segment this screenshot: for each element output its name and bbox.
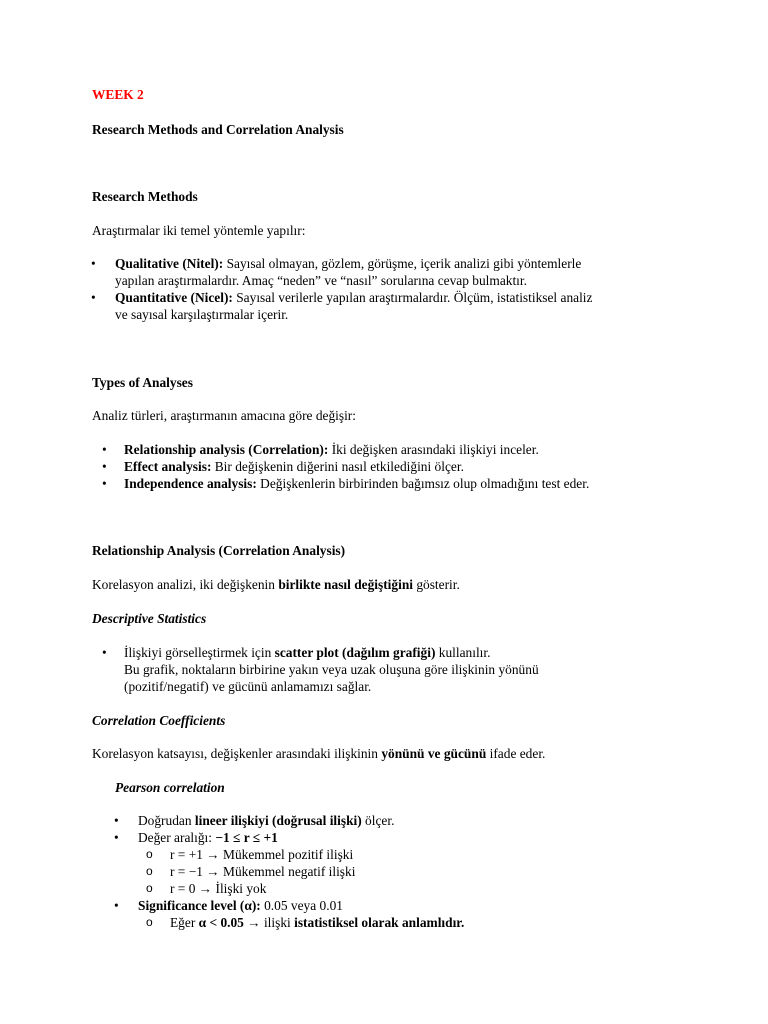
text-run: ölçer. [361,813,395,828]
text-run: Korelasyon analizi, iki değişkenin [92,577,279,592]
text-run-bold: α < 0.05 [198,915,244,930]
text-run: ifade eder. [486,746,546,761]
bullet-icon: • [91,256,96,271]
text-run: kullanılır. [435,645,491,660]
list-item-text: Değişkenlerin birbirinden bağımsız olup olmadığını test eder. [256,476,590,491]
circle-bullet-icon: o [146,881,153,895]
list-item-text: Sayısal olmayan, gözlem, görüşme, içerik analizi gibi yöntemlerle [223,256,582,271]
bullet-icon: • [102,476,107,491]
significance-sublist [146,914,690,931]
pearson-list [114,812,678,846]
analysis-types-list [102,441,684,492]
section-heading-types-of-analyses: Types of Analyses [92,375,193,390]
circle-bullet-icon: o [146,915,153,929]
pearson-range-sublist [146,846,670,897]
list-item [114,897,678,914]
section-intro-research-methods: Araştırmalar iki temel yöntemle yapılır: [92,223,306,238]
text-run-bold: Significance level (α): [138,898,261,913]
sublist-item [146,863,670,880]
bullet-icon: • [114,898,119,913]
subheading-correlation-coefficients: Correlation Coefficients [92,713,226,728]
text-run: Eğer [170,915,199,930]
bullet-icon: • [102,645,107,660]
list-item-text: Sayısal verilerle yapılan araştırmalardır. Ölçüm, istatistiksel analiz [232,290,593,305]
list-item-text: İki değişken arasındaki ilişkiyi inceler. [328,442,539,457]
list-item-term: Quantitative (Nicel): [115,290,233,305]
document-title: Research Methods and Correlation Analysis [92,122,344,137]
text-run-bold: scatter plot (dağılım grafiği) [274,645,436,660]
bullet-icon: • [114,813,119,828]
significance-list [114,897,678,914]
subheading-pearson-correlation: Pearson correlation [115,780,225,795]
list-item [102,475,684,492]
paragraph-correlation-coefficients [92,745,692,762]
week-label: WEEK 2 [92,87,144,102]
list-item-term: Relationship analysis (Correlation): [124,442,329,457]
text-run-bold: birlikte nasıl değiştiğini [278,577,413,592]
text-run: r = −1 → Mükemmel negatif ilişki [170,864,356,879]
sublist-item [146,846,670,863]
text-run: Değer aralığı: [138,830,216,845]
list-item-term: Effect analysis: [124,459,212,474]
sublist-item [146,914,690,931]
text-run: Doğrudan [138,813,195,828]
text-run: Korelasyon katsayısı, değişkenler arasındaki ilişkinin [92,746,382,761]
text-run: (pozitif/negatif) ve gücünü anlamamızı sağlar. [124,679,372,694]
descriptive-stats-list [102,644,684,695]
list-item-term: Independence analysis: [124,476,257,491]
sublist-item [146,880,670,897]
section-intro-types-of-analyses: Analiz türleri, araştırmanın amacına göre değişir: [92,408,356,423]
circle-bullet-icon: o [146,847,153,861]
research-methods-list [91,255,675,323]
text-run: Bu grafik, noktaların birbirine yakın veya uzak oluşuna göre ilişkinin yönünü [124,662,539,677]
text-run: İlişkiyi görselleştirmek için [124,645,275,660]
text-run-bold: −1 ≤ r ≤ +1 [215,830,278,845]
text-run-bold: istatistiksel olarak anlamlıdır. [294,915,465,930]
bullet-icon: • [91,290,96,305]
subheading-descriptive-statistics: Descriptive Statistics [92,611,207,626]
section-heading-research-methods: Research Methods [92,189,198,204]
list-item [102,644,684,695]
list-item [102,441,684,458]
text-run-bold: lineer ilişkiyi (doğrusal ilişki) [194,813,362,828]
list-item [91,255,675,289]
list-item-text-cont: ve sayısal karşılaştırmalar içerir. [115,307,289,322]
bullet-icon: • [102,459,107,474]
list-item [114,812,678,829]
text-run: 0.05 veya 0.01 [260,898,343,913]
list-item [114,829,678,846]
text-run-bold: yönünü ve gücünü [381,746,487,761]
section-intro-relationship-analysis [92,576,692,593]
list-item [91,289,675,323]
text-run: → ilişki [243,915,295,930]
bullet-icon: • [114,830,119,845]
text-run: gösterir. [412,577,460,592]
list-item-text: Bir değişkenin diğerini nasıl etkilediğini ölçer. [211,459,464,474]
list-item [102,458,684,475]
circle-bullet-icon: o [146,864,153,878]
text-run: r = +1 → Mükemmel pozitif ilişki [170,847,354,862]
list-item-term: Qualitative (Nitel): [115,256,224,271]
bullet-icon: • [102,442,107,457]
text-run: r = 0 → İlişki yok [170,881,267,896]
section-heading-relationship-analysis: Relationship Analysis (Correlation Analysis) [92,543,346,558]
list-item-text-cont: yapılan araştırmalardır. Amaç “neden” ve “nasıl” sorularına cevap bulmaktır. [115,273,527,288]
